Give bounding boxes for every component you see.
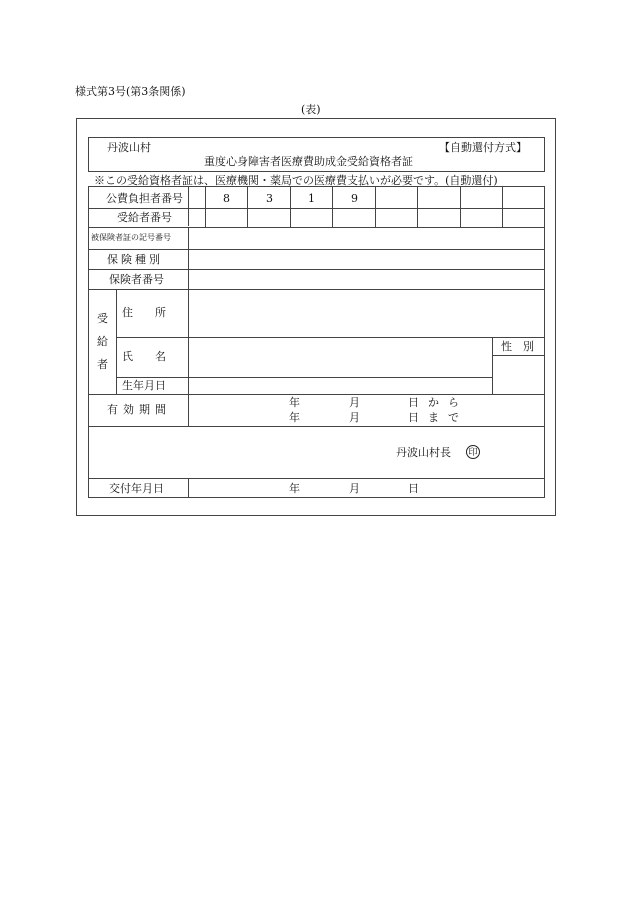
validity-from-year: 年 xyxy=(289,396,300,409)
line xyxy=(88,249,545,250)
insurance-card-label: 被保険者証の記号番号 xyxy=(91,233,171,242)
address-label: 住 所 xyxy=(122,306,166,319)
validity-label: 有効期間 xyxy=(107,403,171,416)
line xyxy=(492,337,493,394)
line xyxy=(116,377,492,378)
line xyxy=(88,269,545,270)
payer-digit: 9 xyxy=(351,192,358,205)
digit-separator xyxy=(417,186,418,227)
validity-to-month: 月 xyxy=(349,411,360,424)
digit-separator xyxy=(502,186,503,227)
insurer-number-label: 保険者番号 xyxy=(109,273,164,286)
name-label: 氏 名 xyxy=(122,350,166,363)
line xyxy=(88,426,545,427)
validity-from-day: 日から xyxy=(408,396,468,409)
recipient-number-label: 受給者番号 xyxy=(117,211,172,224)
village-name: 丹波山村 xyxy=(107,141,151,154)
recipient-group-char: 給 xyxy=(97,335,108,348)
digit-separator xyxy=(460,186,461,227)
digit-separator xyxy=(375,186,376,227)
notice-text: ※この受給資格者証は、医療機関・薬局での医療費支払いが必要です。(自動還付) xyxy=(94,174,498,187)
form-id: 様式第3号(第3条関係) xyxy=(75,85,186,98)
side-label: (表) xyxy=(301,103,321,116)
line xyxy=(116,289,117,394)
line xyxy=(88,227,545,228)
sex-label: 性 別 xyxy=(501,340,534,353)
digit-separator xyxy=(247,186,248,227)
line xyxy=(88,478,545,479)
card-title: 重度心身障害者医療費助成金受給資格者証 xyxy=(204,155,413,168)
issue-date-label: 交付年月日 xyxy=(109,482,164,495)
digit-separator xyxy=(205,186,206,227)
line xyxy=(188,186,189,226)
issue-date-month: 月 xyxy=(349,482,360,495)
validity-to-year: 年 xyxy=(289,411,300,424)
payer-digit: 3 xyxy=(266,192,273,205)
issue-date-day: 日 xyxy=(408,482,419,495)
payer-digit: 8 xyxy=(223,192,230,205)
issue-date-year: 年 xyxy=(289,482,300,495)
payer-digit: 1 xyxy=(308,192,315,205)
line xyxy=(88,208,545,209)
validity-from-month: 月 xyxy=(349,396,360,409)
insurance-type-label: 保険種別 xyxy=(107,253,163,266)
birthdate-label: 生年月日 xyxy=(122,379,166,392)
method-label: 【自動還付方式】 xyxy=(439,141,527,154)
line xyxy=(492,355,545,356)
payer-number-label: 公費負担者番号 xyxy=(106,192,183,205)
line xyxy=(88,394,545,395)
issuer-name: 丹波山村長 xyxy=(396,446,451,459)
line xyxy=(188,227,189,394)
digit-separator xyxy=(290,186,291,227)
line xyxy=(116,337,545,338)
seal-icon: 印 xyxy=(466,445,480,459)
validity-to-day: 日まで xyxy=(408,411,468,424)
line xyxy=(88,289,545,290)
recipient-group-char: 者 xyxy=(97,358,108,371)
line xyxy=(188,394,189,426)
recipient-group-char: 受 xyxy=(97,312,108,325)
digit-separator xyxy=(332,186,333,227)
line xyxy=(188,478,189,498)
